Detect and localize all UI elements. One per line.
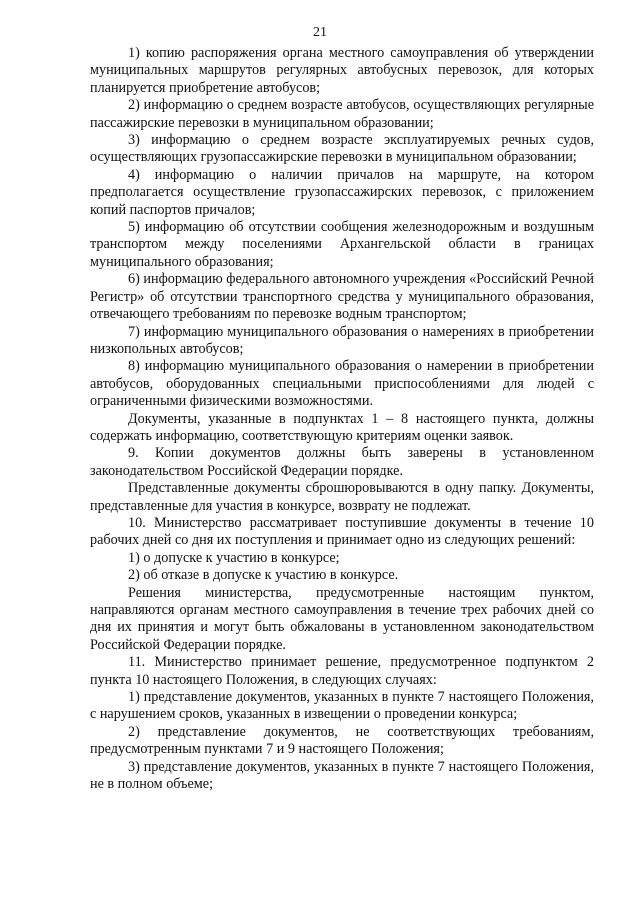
- paragraph-clause-10: 10. Министерство рассматривает поступившие документы в течение 10 рабочих дней со дня их поступления и принимает одно из следующих решений:: [90, 514, 594, 549]
- paragraph-decision-2: 2) об отказе в допуске к участию в конкурсе.: [128, 567, 399, 584]
- paragraph-decision-1: 1) о допуске к участию в конкурсе;: [128, 549, 340, 566]
- paragraph-clause-9: 9. Копии документов должны быть заверены в установленном законодательством Российской Федерации порядке.: [90, 445, 594, 479]
- paragraph-documents-binding: Представленные документы сброшюровываются в одну папку. Документы, представленные для участия в конкурсе, возврату не подлежат.: [90, 480, 594, 514]
- paragraph-item-6: 6) информацию федерального автономного учреждения «Российский Речной Регистр» об отсутствии транспортного средства у муниципального образования, отвечающего требованиям по перевозке водным транспортом;: [90, 271, 594, 323]
- paragraph-item-2: 2) информацию о среднем возрасте автобусов, осуществляющих регулярные пассажирские перевозки в муниципальном образовании;: [90, 97, 594, 131]
- paragraph-documents-content: Документы, указанные в подпунктах 1 – 8 настоящего пункта, должны содержать информацию, соответствующую критериям оценки заявок.: [90, 410, 594, 444]
- paragraph-item-5: 5) информацию об отсутствии сообщения железнодорожным и воздушным транспортом между поселениями Архангельской области в границах муниципального образования;: [90, 219, 594, 270]
- paragraph-case-3: 3) представление документов, указанных в пункте 7 настоящего Положения, не в полном объеме;: [90, 758, 594, 793]
- paragraph-case-1: 1) представление документов, указанных в пункте 7 настоящего Положения, с нарушением сроков, указанных в извещении о проведении конкурса;: [90, 689, 594, 723]
- paragraph-item-3: 3) информацию о среднем возрасте эксплуатируемых речных судов, осуществляющих грузопассажирские перевозки в муниципальном образовании;: [90, 132, 594, 166]
- paragraph-case-2: 2) представление документов, не соответствующих требованиям, предусмотренным пунктами 7 и 9 настоящего Положения;: [90, 723, 594, 758]
- paragraph-decisions-notice: Решения министерства, предусмотренные настоящим пунктом, направляются органам местного самоуправления в течение трех рабочих дней со дня их принятия и могут быть обжалованы в установленном законодательством Российской Федерации порядке.: [90, 584, 594, 653]
- paragraph-item-1: 1) копию распоряжения органа местного самоуправления об утверждении муниципальных маршрутов регулярных автобусных перевозок, для которых планируется приобретение автобусов;: [90, 45, 594, 96]
- document-body: [90, 45, 594, 793]
- paragraph-item-8: 8) информацию муниципального образования о намерении в приобретении автобусов, оборудованных специальными приспособлениями для людей с ограниченными физическими возможностями.: [90, 358, 594, 410]
- page-number: 21: [313, 25, 327, 40]
- paragraph-clause-11: 11. Министерство принимает решение, предусмотренное подпунктом 2 пункта 10 настоящего Положения, в следующих случаях:: [90, 654, 594, 688]
- paragraph-item-4: 4) информацию о наличии причалов на маршруте, на котором предполагается осуществление грузопассажирских перевозок, с приложением копий паспортов причалов;: [90, 166, 594, 218]
- paragraph-item-7: 7) информацию муниципального образования о намерениях в приобретении низкопольных автобусов;: [90, 323, 594, 357]
